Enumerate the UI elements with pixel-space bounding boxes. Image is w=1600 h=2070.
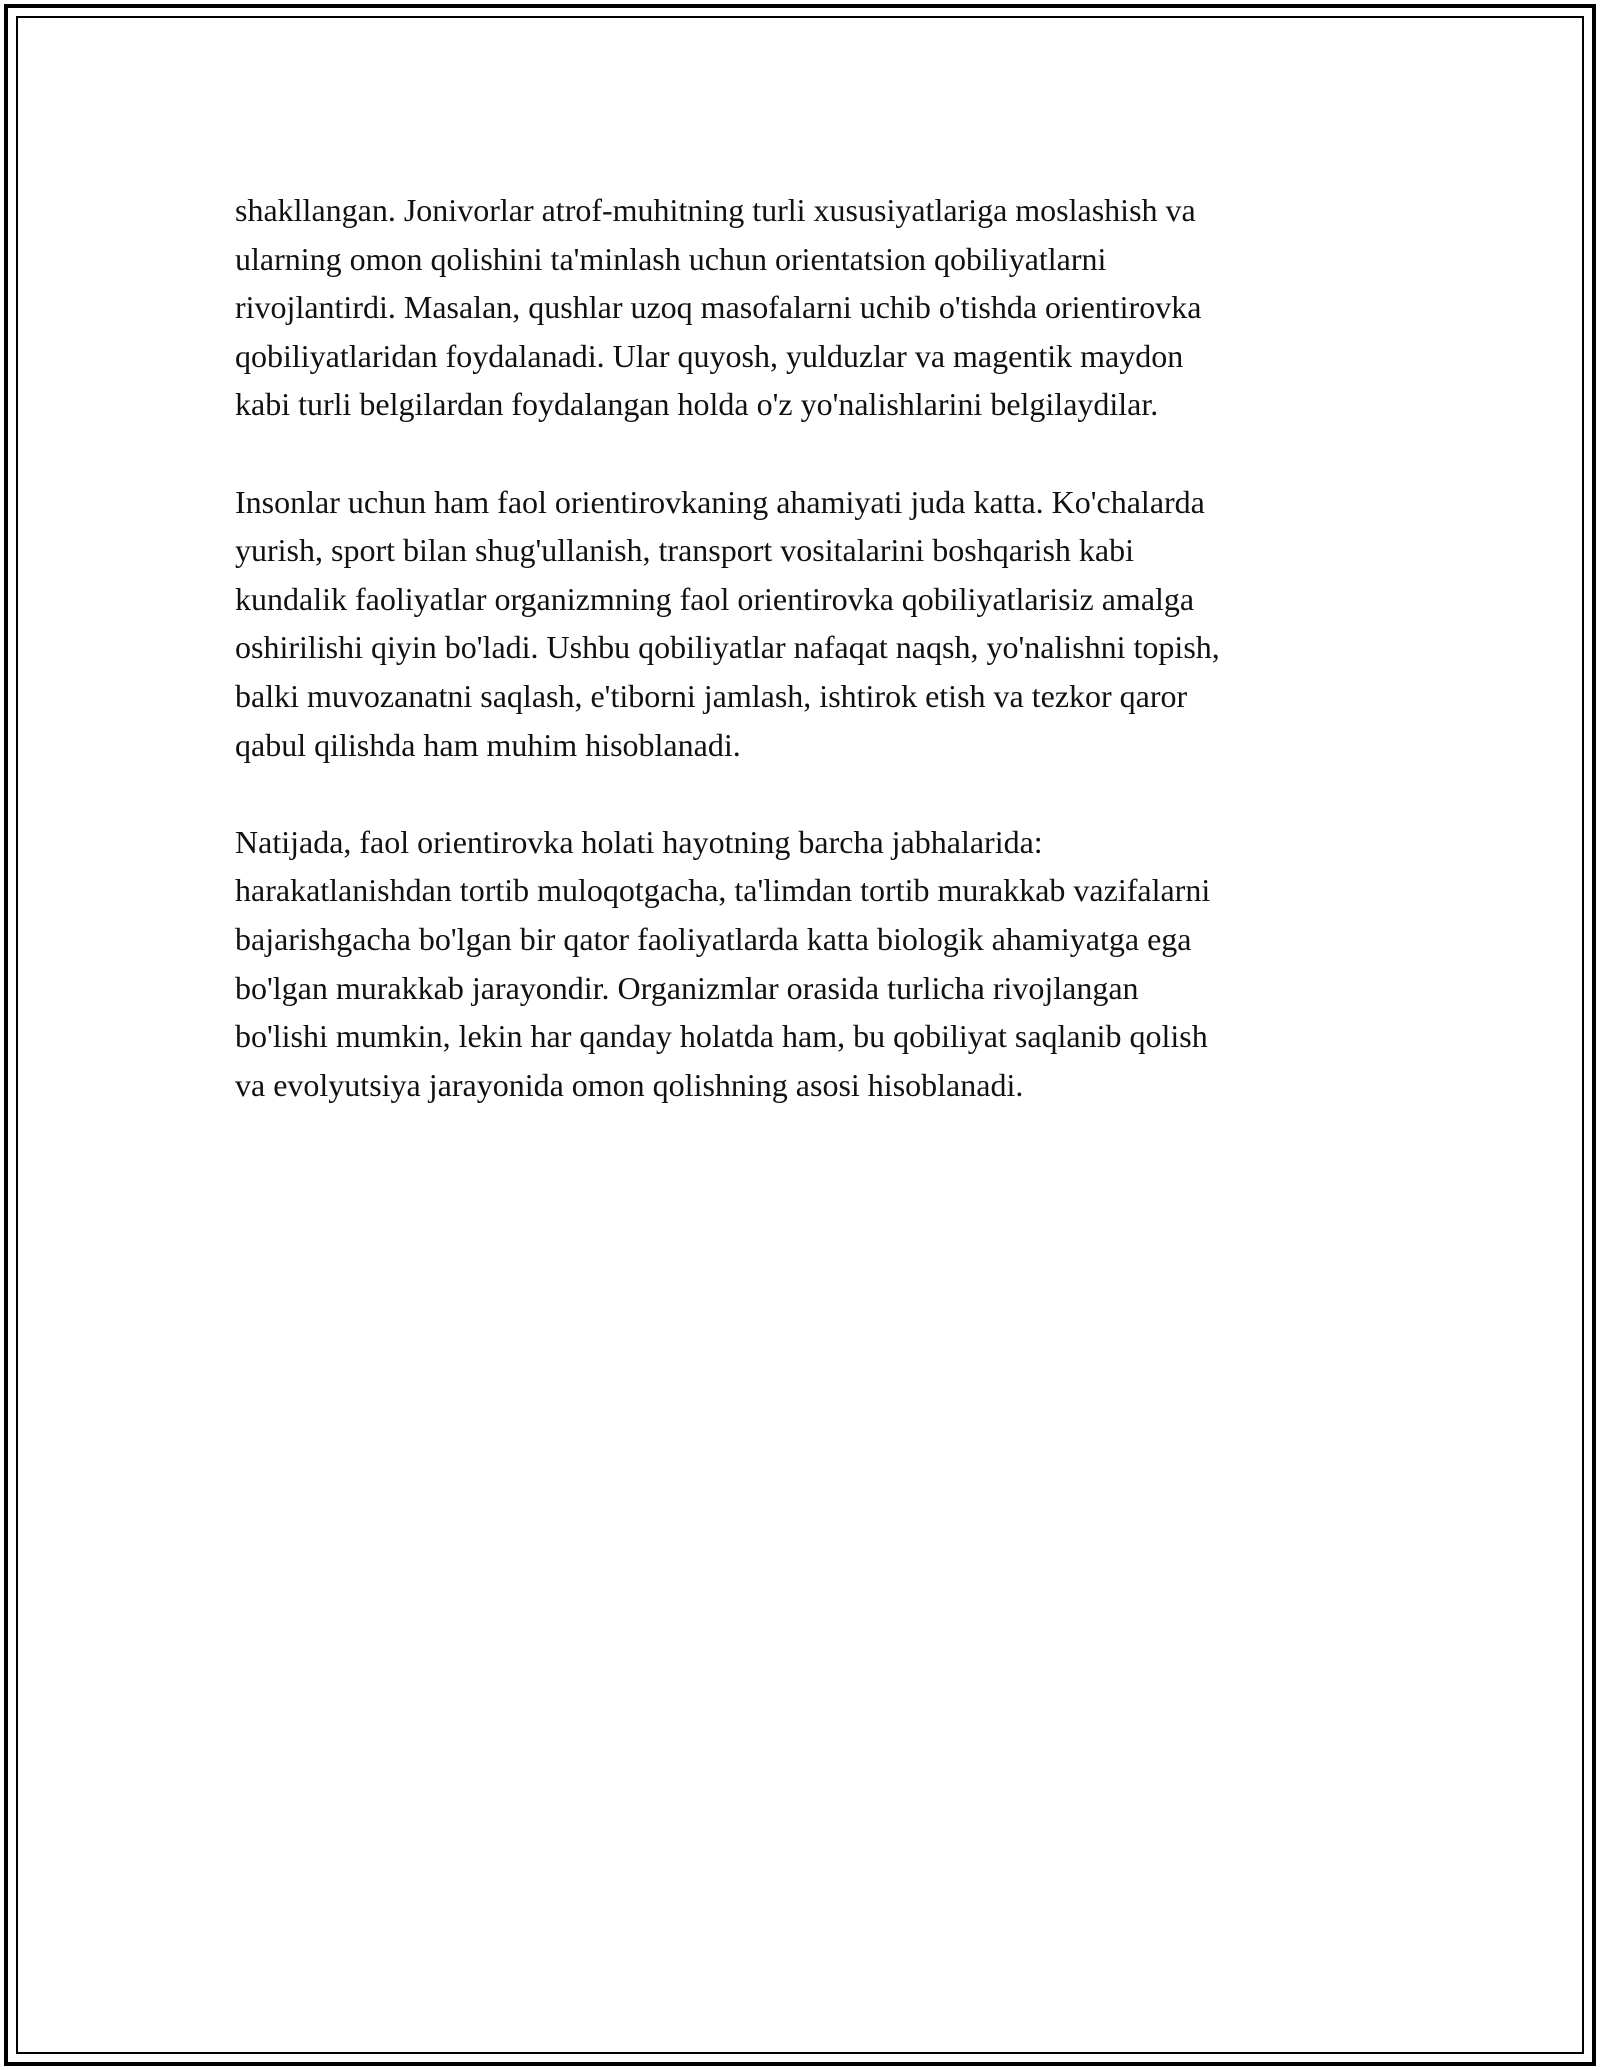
text-line: oshirilishi qiyin bo'ladi. Ushbu qobiliyatlar nafaqat naqsh, yo'nalishni topish, <box>235 629 1220 666</box>
text-line: yurish, sport bilan shug'ullanish, transport vositalarini boshqarish kabi <box>235 532 1134 569</box>
paragraph-3 <box>235 818 1395 1110</box>
text-line: rivojlantirdi. Masalan, qushlar uzoq masofalarni uchib o'tishda orientirovka <box>235 289 1202 326</box>
text-line: va evolyutsiya jarayonida omon qolishning asosi hisoblanadi. <box>235 1066 1024 1103</box>
text-line: kundalik faoliyatlar organizmning faol orientirovka qobiliyatlarisiz amalga <box>235 580 1195 617</box>
paragraph-2 <box>235 478 1395 770</box>
text-line: kabi turli belgilardan foydalangan holda o'z yo'nalishlarini belgilaydilar. <box>235 386 1159 423</box>
text-line: balki muvozanatni saqlash, e'tiborni jamlash, ishtirok etish va tezkor qaror <box>235 677 1188 714</box>
paragraph-1 <box>235 186 1395 429</box>
document-body <box>235 186 1395 1158</box>
text-line: shakllangan. Jonivorlar atrof-muhitning turli xususiyatlariga moslashish va <box>235 192 1196 228</box>
text-line: qabul qilishda ham muhim hisoblanadi. <box>235 726 741 763</box>
text-line: bajarishgacha bo'lgan bir qator faoliyatlarda katta biologik ahamiyatga ega <box>235 920 1192 957</box>
text-line: qobiliyatlaridan foydalanadi. Ular quyosh, yulduzlar va magentik maydon <box>235 337 1184 374</box>
text-line: ularning omon qolishini ta'minlash uchun orientatsion qobiliyatlarni <box>235 240 1107 277</box>
text-line: bo'lishi mumkin, lekin har qanday holatda ham, bu qobiliyat saqlanib qolish <box>235 1018 1208 1055</box>
text-line: bo'lgan murakkab jarayondir. Organizmlar orasida turlicha rivojlangan <box>235 969 1139 1006</box>
text-line: Insonlar uchun ham faol orientirovkaning ahamiyati juda katta. Ko'chalarda <box>235 483 1205 520</box>
text-line: harakatlanishdan tortib muloqotgacha, ta'limdan tortib murakkab vazifalarni <box>235 872 1211 909</box>
text-line: Natijada, faol orientirovka holati hayotning barcha jabhalarida: <box>235 823 1043 860</box>
